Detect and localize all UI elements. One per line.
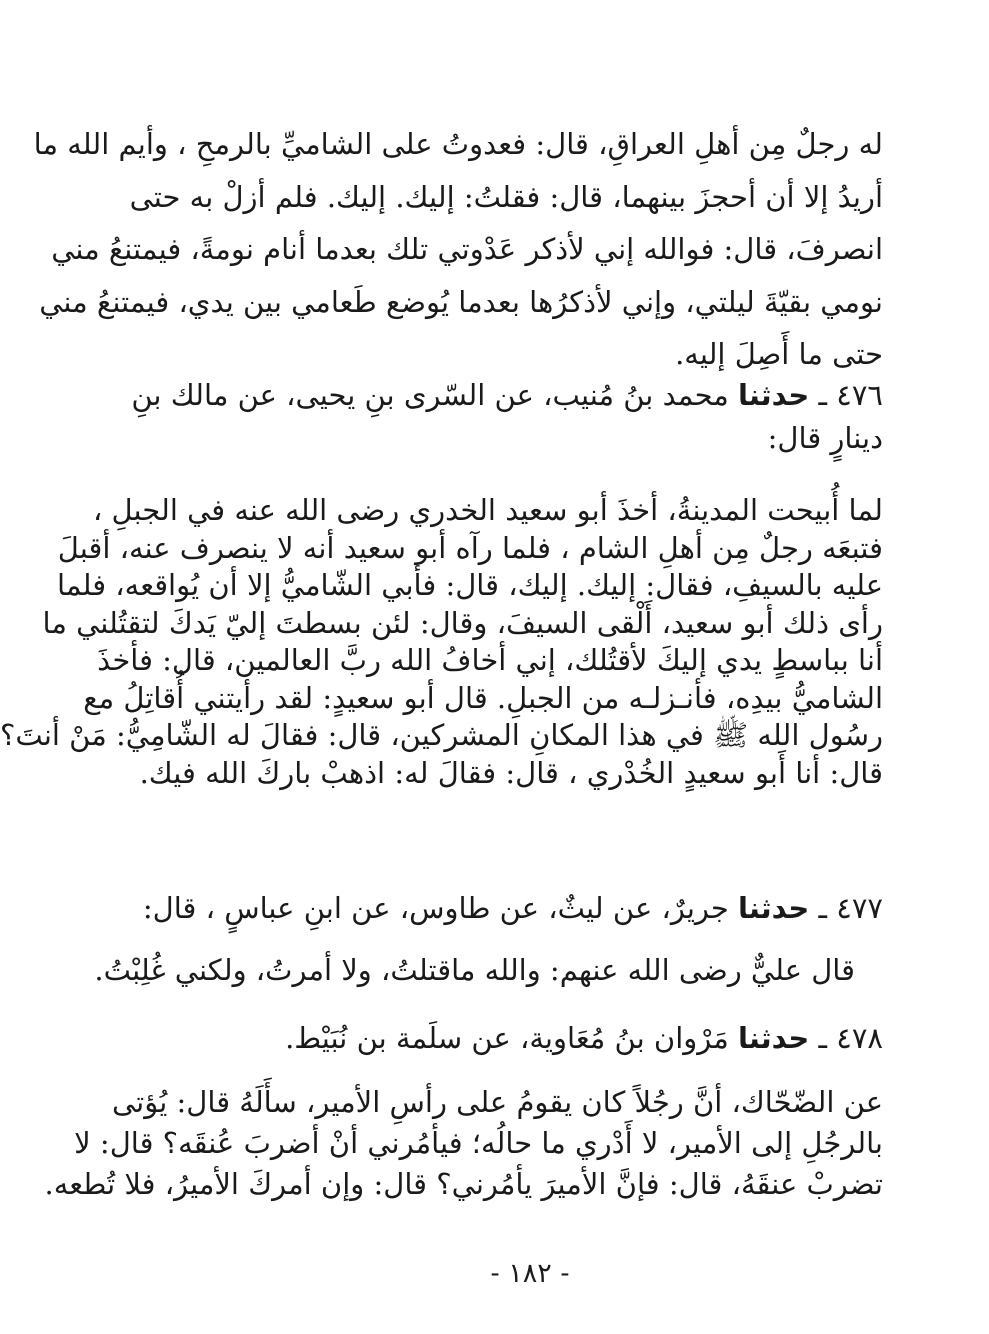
text-line: نومي بقيّةَ ليلتي، وإني لأذكرُها بعدما يُوضع طَعامي بين يدي، فيمتنعُ مني [39,284,883,319]
hadith-number: ٤٧٧ [836,891,883,925]
hadith-476-text [0,492,883,792]
text-line: انصرفَ، قال: فوالله إني لأذكر عَدْوتي تلك بعدما أنام نومةً، فيمتنعُ مني [51,232,883,266]
page-number: - ١٨٢ - [490,1258,570,1289]
hadith-label: حدثنا [738,378,810,412]
text-line: عليه بالسيفِ، فقال: إليك. إليك، قال: فأبي الشّاميُّ إلا أن يُواقعه، فلما [57,568,883,602]
text-line: تضربْ عنقَهُ، قال: فإنَّ الأميرَ يأمُرني؟ قال: وإن أمركَ الأميرُ، فلا تُطعه. [44,1167,883,1201]
text-line: دينارٍ قال: [767,421,883,455]
text-line: قال: أنا أَبو سعيدٍ الخُدْري ، قال: فقالَ له: اذهبْ باركَ الله فيك. [139,755,883,790]
chain-text: مَرْوان بنُ مُعَاوية، عن سلَمة بن نُبَيْط. [285,1021,729,1055]
text-line: رسُول الله ﷺ في هذا المكانِ المشركين، قال: فقالَ له الشّامِيُّ: مَنْ أنتَ؟ [0,718,883,752]
hadith-number: ٤٧٨ [836,1021,883,1055]
chain-text: جريرٌ، عن ليثٌ، عن طاوس، عن ابنِ عباسٍ ، قال: [142,891,729,925]
text-line: ٤٧٨ ـ حدثنا مَرْوان بنُ مُعَاوية، عن سلَمة بن نُبَيْط. [285,1021,883,1055]
hadith-478-text [44,1082,883,1205]
text-line: قال عليٌّ رضى الله عنهم: والله ماقتلتُ، ولا أمرتُ، ولكني غُلِبْتُ. [94,953,855,987]
text-line: حتى ما أَصِلَ إليه. [675,337,883,371]
paragraph-continuation [33,118,883,381]
text-line: عن الضّحّاك، أنَّ رجُلاً كان يقومُ على رأسِ الأمير، سأَلَهُ قال: يُؤتى [112,1085,883,1119]
text-line: بالرجُلِ إلى الأمير، لا أَدْري ما حالُه؛ فيأمُرني أنْ أضربَ عُنقَه؟ قال: لا [74,1126,883,1160]
hadith-478-chain [171,1016,883,1060]
text-line: أريدُ إلا أن أحجزَ بينهما، قال: فقلتُ: إليك. إليك. فلم أزلْ به حتى [129,179,883,214]
text-line: ٤٧٦ ـ حدثنا محمد بنُ مُنيب، عن السّرى بنِ يحيى، عن مالك بنِ [131,378,883,412]
hadith-label: حدثنا [738,891,810,925]
text-line: رأى ذلك أبو سعيد، أَلْقى السيفَ، وقال: لئن بسطتَ إليّ يَدكَ لتقتُلني ما [42,605,883,640]
hadith-number: ٤٧٦ [836,378,883,412]
text-line: ٤٧٧ ـ حدثنا جريرٌ، عن ليثٌ، عن طاوس، عن ابنِ عباسٍ ، قال: [142,891,883,925]
hadith-label: حدثنا [738,1021,810,1055]
text-line: أنا بباسطٍ يدي إليكَ لأقتُلك، إني أخافُ الله ربَّ العالمين، قال: فأخذَ [97,643,883,677]
chain-text: محمد بنُ مُنيب، عن السّرى بنِ يحيى، عن مالك بنِ [131,378,729,412]
hadith-476-chain [131,374,883,460]
text-line: فتبعَه رجلٌ مِن أهلِ الشام ، فلما رآه أبو سعيد أنه لا ينصرف عنه، أقبلَ [57,530,883,565]
text-line: له رجلٌ مِن أهلِ العراقِ، قال: فعدوتُ على الشاميِّ بالرمحِ ، وأيم الله ما [33,127,883,161]
text-line: الشاميُّ بيدِه، فأنـزلـه من الجبلِ. قال أبو سعيدٍ: لقد رأيتني أُقاتِلُ مع [83,680,883,715]
text-line: لما أُبيحت المدينةُ، أخذَ أبو سعيد الخدري رضى الله عنه في الجبلِ ، [92,493,883,527]
hadith-477-chain [142,886,883,930]
hadith-477-text [94,948,883,992]
